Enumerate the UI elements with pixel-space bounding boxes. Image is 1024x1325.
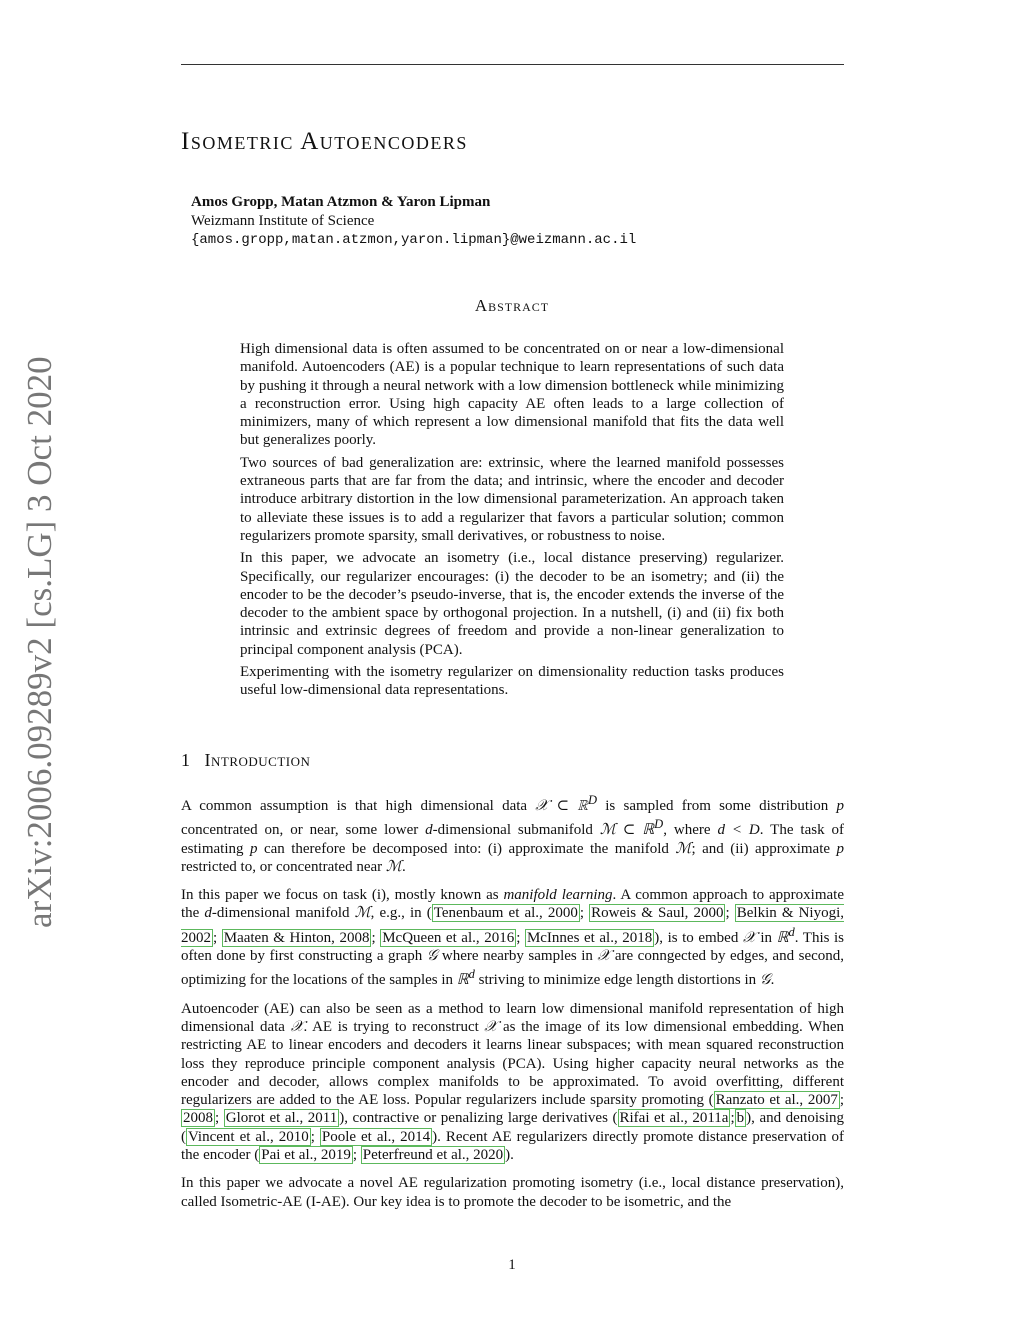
- citation-link[interactable]: Peterfreund et al., 2020: [362, 1147, 504, 1164]
- math: 𝒳: [742, 929, 756, 946]
- math: 𝒳 ⊂ ℝ: [535, 798, 588, 814]
- top-rule: [181, 64, 844, 65]
- math-superscript: d: [468, 967, 475, 982]
- section-number: 1: [181, 750, 191, 770]
- citation-link[interactable]: Belkin & Niyogi, 2002: [181, 905, 845, 946]
- citation-link[interactable]: Tenenbaum et al., 2000: [433, 905, 578, 922]
- abstract-paragraph: In this paper, we advocate an isometry (i.e., local distance preserving) regularizer. Specifically, our regularizer encourages: (i) the decoder to be an isometry; and (ii) the encoder to be the decoder’s pseudo-inverse, that is, the encoder extends the inverse of the decoder to the ambient space by orthogonal projection. In a nutshell, (i) and (ii) fix both intrinsic and extrinsic degrees of freedom and provide a non-linear generalization to principal component analysis (PCA).: [240, 550, 784, 658]
- abstract-body: [240, 340, 784, 704]
- math: p: [836, 840, 844, 857]
- citation-link[interactable]: McInnes et al., 2018: [526, 929, 653, 946]
- paper-title: Isometric Autoencoders: [181, 128, 468, 155]
- intro-paragraph-1: A common assumption is that high dimensional data 𝒳 ⊂ ℝ$^D$ is sampled from some distribution p concentrated on, or near, some lower d-dimensional submanifold ℳ ⊂ ℝ$^D$, where d < D. The task of estimating p can therefore be decomposed into: (i) approximate the manifold ℳ; and (ii) approximate p restricted to, or concentrated near ℳ.: [181, 793, 845, 875]
- author-email: {amos.gropp,matan.atzmon,yaron.lipman}@weizmann.ac.il: [191, 232, 637, 248]
- section-heading-introduction: [181, 750, 310, 771]
- author-names: Amos Gropp, Matan Atzmon & Yaron Lipman: [191, 194, 491, 210]
- math: p: [249, 840, 258, 857]
- citation-link[interactable]: b: [736, 1110, 745, 1127]
- citation-link[interactable]: McQueen et al., 2016: [382, 929, 515, 946]
- citation-link[interactable]: Pai et al., 2019: [261, 1147, 351, 1164]
- citation-link[interactable]: 2008: [183, 1110, 213, 1127]
- citation-link[interactable]: Roweis & Saul, 2000: [591, 905, 724, 922]
- affiliation: Weizmann Institute of Science: [191, 213, 375, 229]
- math: 𝒳: [290, 1018, 304, 1035]
- math: d: [204, 905, 212, 922]
- citation-link[interactable]: Ranzato et al., 2007: [715, 1092, 838, 1109]
- math: 𝒢: [759, 972, 771, 989]
- math: ℝ: [456, 972, 469, 989]
- math: 𝒳: [597, 948, 611, 965]
- citation-link[interactable]: Maaten & Hinton, 2008: [223, 929, 370, 946]
- math: ℳ ⊂ ℝ: [599, 822, 655, 839]
- abstract-paragraph: High dimensional data is often assumed to be concentrated on or near a low-dimensional manifold. Autoencoders (AE) is a popular technique to learn representations of such data by pushing it through a neural network with a low dimension bottleneck while minimizing a reconstruction error. Using high capacity AE often leads to a large collection of minimizers, many of which represent a low dimensional manifold that fits the data well but generalizes poorly.: [240, 341, 784, 449]
- math: d < D: [717, 822, 760, 839]
- arxiv-stamp: arXiv:2006.09289v2 [cs.LG] 3 Oct 2020: [20, 356, 59, 928]
- introduction-body: [181, 791, 844, 1221]
- math-superscript: D: [587, 793, 597, 807]
- math: ℝ: [776, 929, 789, 946]
- emphasis: manifold learning: [503, 887, 613, 904]
- page-number: 1: [508, 1257, 516, 1273]
- math: p: [836, 798, 845, 814]
- math-superscript: d: [788, 924, 795, 939]
- math: ℳ: [385, 858, 402, 875]
- intro-paragraph-4: In this paper we advocate a novel AE regularization promoting isometry (i.e., local distance preservation), called Isometric-AE (I-AE). Our key idea is to promote the decoder to be isometric, and the: [181, 1175, 844, 1210]
- abstract-heading: Abstract: [474, 296, 550, 315]
- section-title: Introduction: [204, 750, 311, 770]
- citation-link[interactable]: Poole et al., 2014: [321, 1128, 431, 1145]
- math: d: [425, 822, 433, 839]
- math-superscript: D: [654, 817, 664, 832]
- intro-paragraph-3: Autoencoder (AE) can also be seen as a method to learn low dimensional manifold representation of high dimensional data 𝒳. AE is trying to reconstruct 𝒳 as the image of its low dimensional embedding. When restricting AE to linear encoders and decoders it learns linear subspaces; with mean squared reconstruction loss they reproduce principle component analysis (PCA). Using higher capacity neural networks as the encoder and decoder, allows complex manifolds to be approximated. To avoid overfitting, different regularizers are added to the AE loss. Popular regularizers include sparsity promoting ( Ranzato et al., 2007 ; 2008 ; Glorot et al., 2011 ), contractive or penalizing large derivatives ( Rifai et al., 2011a ; b ), and denoising ( Vincent et al., 2010 ; Poole et al., 2014 ). Recent AE regularizers directly promote distance preservation of the encoder ( Pai et al., 2019 ; Peterfreund et al., 2020 ).: [181, 1000, 845, 1164]
- intro-paragraph-2: In this paper we focus on task (i), mostly known as manifold learning. A common approach to approximate the d-dimensional manifold ℳ, e.g., in ( Tenenbaum et al., 2000 ; Roweis & Saul, 2000 ; Belkin & Niyogi, 2002 ; Maaten & Hinton, 2008 ; McQueen et al., 2016 ; McInnes et al., 2018 ), is to embed 𝒳 in ℝ$^d$. This is often done by first constructing a graph 𝒢 where nearby samples in 𝒳 are conngected by edges, and second, optimizing for the locations of the samples in ℝ$^d$ striving to minimize edge length distortions in 𝒢.: [181, 887, 845, 989]
- math: 𝒢: [426, 948, 438, 965]
- abstract-paragraph: Experimenting with the isometry regularizer on dimensionality reduction tasks produces useful low-dimensional data representations.: [240, 664, 784, 699]
- abstract-paragraph: Two sources of bad generalization are: extrinsic, where the learned manifold possesses extraneous parts that are far from the data; and intrinsic, where the encoder and decoder introduce arbitrary distortion in the low dimensional parameterization. An approach taken to alleviate these issues is to add a regularizer that favors a particular solution; common regularizers promote sparsity, small derivatives, or robustness to noise.: [240, 454, 784, 544]
- math: ℳ: [675, 840, 692, 857]
- citation-link[interactable]: Rifai et al., 2011a: [619, 1110, 729, 1127]
- math: ℳ: [354, 905, 371, 922]
- citation-link[interactable]: Glorot et al., 2011: [225, 1110, 338, 1127]
- citation-link[interactable]: Vincent et al., 2010: [188, 1128, 309, 1145]
- author-block: [191, 193, 636, 250]
- math: 𝒳: [484, 1018, 498, 1035]
